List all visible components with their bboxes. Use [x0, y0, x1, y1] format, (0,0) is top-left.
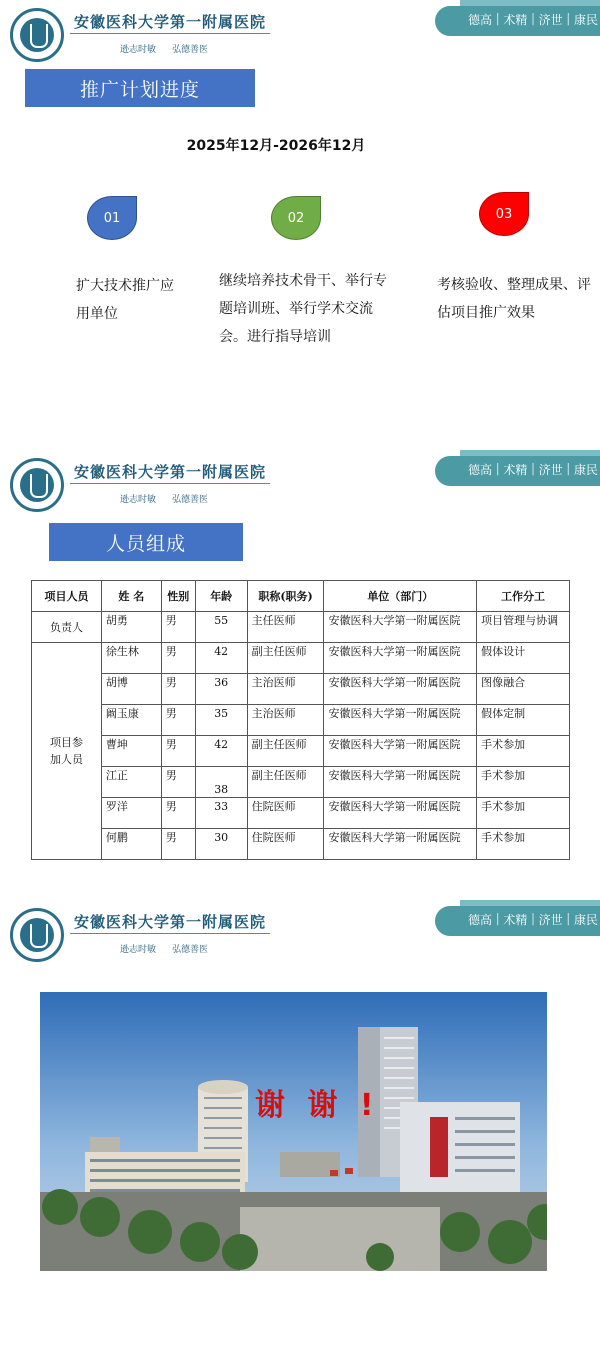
motto-right: 弘德善医 — [172, 495, 209, 505]
sex-cell: 男 — [161, 829, 195, 860]
age-cell: 42 — [195, 643, 247, 674]
hospital-name: 安徽医科大学第一附属医院 — [74, 13, 267, 31]
unit-cell: 安徽医科大学第一附属医院 — [324, 612, 477, 643]
step-text: 考核验收、整理成果、评估项目推广效果 — [437, 277, 591, 321]
age-cell: 30 — [195, 829, 247, 860]
tag: 术精 — [503, 913, 528, 927]
sex-cell: 男 — [161, 674, 195, 705]
title-cell: 主治医师 — [247, 705, 324, 736]
name-cell: 徐生林 — [101, 643, 161, 674]
title-cell: 主任医师 — [247, 612, 324, 643]
duty-cell: 假体设计 — [477, 643, 570, 674]
duty-cell: 手术参加 — [477, 829, 570, 860]
hospital-building-photo — [40, 992, 547, 1271]
unit-cell: 安徽医科大学第一附属医院 — [324, 829, 477, 860]
role-cell: 项目参加人员 — [32, 643, 102, 860]
column-header: 工作分工 — [477, 581, 570, 612]
step-text: 继续培养技术骨干、举行专题培训班、举行学术交流会。进行指导培训 — [219, 273, 387, 345]
title-cell: 副主任医师 — [247, 736, 324, 767]
column-header: 年龄 — [195, 581, 247, 612]
slide-header — [0, 0, 600, 70]
age-cell: 42 — [195, 736, 247, 767]
hospital-logo — [10, 8, 64, 62]
age-cell: 55 — [195, 612, 247, 643]
table-row — [32, 705, 570, 736]
thanks-text: 谢 谢 ! — [255, 1088, 380, 1123]
table-row — [32, 829, 570, 860]
column-header: 姓 名 — [101, 581, 161, 612]
step-text: 扩大技术推广应用单位 — [76, 278, 174, 322]
hospital-logo — [10, 908, 64, 962]
tag: 德高 — [468, 913, 493, 927]
sex-cell: 男 — [161, 767, 195, 798]
motto-left: 逊志时敏 — [120, 945, 157, 955]
staff-table — [31, 580, 570, 860]
age-cell: 36 — [195, 674, 247, 705]
table-row — [32, 767, 570, 798]
name-cell: 阚玉康 — [101, 705, 161, 736]
title-cell: 副主任医师 — [247, 767, 324, 798]
motto-right: 弘德善医 — [172, 945, 209, 955]
title-cell: 副主任医师 — [247, 643, 324, 674]
slide-progress-plan — [0, 0, 600, 440]
name-cell: 罗洋 — [101, 798, 161, 829]
tag: 德高 — [468, 13, 493, 27]
slide-staff — [0, 450, 600, 870]
unit-cell: 安徽医科大学第一附属医院 — [324, 705, 477, 736]
tag-list: 德高 | 术精 | 济世 | 康民 — [468, 911, 600, 933]
age-cell: 35 — [195, 705, 247, 736]
duty-cell: 图像融合 — [477, 674, 570, 705]
sex-cell: 男 — [161, 643, 195, 674]
tag-list: 德高 | 术精 | 济世 | 康民 — [468, 461, 600, 483]
age-cell: 33 — [195, 798, 247, 829]
column-header: 性别 — [161, 581, 195, 612]
table-row — [32, 736, 570, 767]
duty-cell: 项目管理与协调 — [477, 612, 570, 643]
name-cell: 胡勇 — [101, 612, 161, 643]
unit-cell: 安徽医科大学第一附属医院 — [324, 767, 477, 798]
slide-thanks — [0, 900, 600, 1350]
name-cell: 胡博 — [101, 674, 161, 705]
table-row — [32, 612, 570, 643]
slide-title: 推广计划进度 — [25, 69, 255, 107]
name-cell: 何鹏 — [101, 829, 161, 860]
title-cell: 住院医师 — [247, 798, 324, 829]
step-badge: 02 — [271, 196, 321, 240]
sex-cell: 男 — [161, 736, 195, 767]
tag: 康民 — [573, 463, 598, 477]
duty-cell: 手术参加 — [477, 736, 570, 767]
slide-title: 人员组成 — [49, 523, 243, 561]
tag: 济世 — [538, 463, 563, 477]
tag: 济世 — [538, 913, 563, 927]
duty-cell: 假体定制 — [477, 705, 570, 736]
column-header: 单位（部门） — [324, 581, 477, 612]
slide-header — [0, 900, 600, 970]
column-header: 职称(职务) — [247, 581, 324, 612]
table-row — [32, 674, 570, 705]
role-cell: 负责人 — [32, 612, 102, 643]
column-header: 项目人员 — [32, 581, 102, 612]
name-cell: 曹坤 — [101, 736, 161, 767]
sex-cell: 男 — [161, 705, 195, 736]
tag: 术精 — [503, 463, 528, 477]
tag: 康民 — [573, 13, 598, 27]
duty-cell: 手术参加 — [477, 798, 570, 829]
hospital-logo — [10, 458, 64, 512]
unit-cell: 安徽医科大学第一附属医院 — [324, 674, 477, 705]
tag: 德高 — [468, 463, 493, 477]
title-cell: 主治医师 — [247, 674, 324, 705]
duty-cell: 手术参加 — [477, 767, 570, 798]
tag: 术精 — [503, 13, 528, 27]
unit-cell: 安徽医科大学第一附属医院 — [324, 798, 477, 829]
unit-cell: 安徽医科大学第一附属医院 — [324, 736, 477, 767]
slide-header — [0, 450, 600, 520]
unit-cell: 安徽医科大学第一附属医院 — [324, 643, 477, 674]
tag: 康民 — [573, 913, 598, 927]
step-badge: 03 — [479, 192, 529, 236]
plan-period: 2025年12月-2026年12月 — [186, 138, 366, 154]
tag: 济世 — [538, 13, 563, 27]
table-row — [32, 798, 570, 829]
name-cell: 江正 — [101, 767, 161, 798]
table-row — [32, 643, 570, 674]
tag-list: 德高 | 术精 | 济世 | 康民 — [468, 11, 600, 33]
sex-cell: 男 — [161, 612, 195, 643]
table-header-row — [32, 581, 570, 612]
motto-left: 逊志时敏 — [120, 495, 157, 505]
sex-cell: 男 — [161, 798, 195, 829]
title-cell: 住院医师 — [247, 829, 324, 860]
hospital-name: 安徽医科大学第一附属医院 — [74, 463, 267, 481]
motto-left: 逊志时敏 — [120, 45, 157, 55]
step-badge: 01 — [87, 196, 137, 240]
age-cell: 38 — [195, 767, 247, 798]
motto-right: 弘德善医 — [172, 45, 209, 55]
hospital-name: 安徽医科大学第一附属医院 — [74, 913, 267, 931]
